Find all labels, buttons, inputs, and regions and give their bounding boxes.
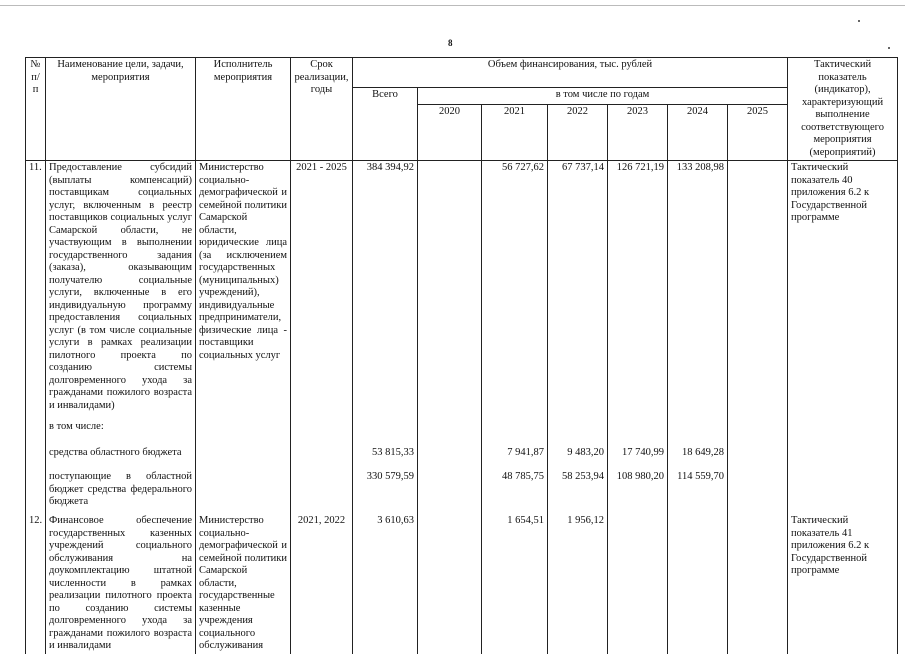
row-total: 3 610,63 — [353, 514, 418, 654]
row-total: 384 394,92 — [353, 161, 418, 414]
row-2025 — [728, 161, 788, 414]
federal-name: поступающие в областной бюджет средства федерального бюджета — [46, 470, 196, 514]
regional-total: 53 815,33 — [353, 446, 418, 470]
row-indicator: Тактический показатель 40 приложения 6.2 к Государственной программе — [788, 161, 898, 414]
row-2021: 56 727,62 — [482, 161, 548, 414]
federal-2021: 48 785,75 — [482, 470, 548, 514]
federal-2024: 114 559,70 — [668, 470, 728, 514]
row-num: 11. — [26, 161, 46, 414]
header-year-2024: 2024 — [668, 105, 728, 161]
regional-2021: 7 941,87 — [482, 446, 548, 470]
header-indicator: Тактический показатель (индикатор), характеризующий выполнение соответствующего мероприятия (мероприятий) — [788, 58, 898, 161]
header-year-2021: 2021 — [482, 105, 548, 161]
header-total: Всего — [353, 88, 418, 161]
header-year-2025: 2025 — [728, 105, 788, 161]
row-2020 — [418, 161, 482, 414]
row-2021: 1 654,51 — [482, 514, 548, 654]
table-row-including — [26, 413, 898, 446]
row-term: 2021, 2022 — [291, 514, 353, 654]
row-2022: 67 737,14 — [548, 161, 608, 414]
row-2023: 126 721,19 — [608, 161, 668, 414]
table-row-12 — [26, 514, 898, 654]
header-num: № п/п — [26, 58, 46, 161]
regional-2022: 9 483,20 — [548, 446, 608, 470]
header-year-2022: 2022 — [548, 105, 608, 161]
regional-2024: 18 649,28 — [668, 446, 728, 470]
row-indicator: Тактический показатель 41 приложения 6.2 к Государственной программе — [788, 514, 898, 654]
federal-total: 330 579,59 — [353, 470, 418, 514]
row-executor: Министерство социально-демографической и семейной политики Самарской области, юридические лица (за исключением государственных (муниципальных) учреждений), индивидуальные предприниматели, физические лица - поставщики социальных услуг — [196, 161, 291, 414]
header-year-2020: 2020 — [418, 105, 482, 161]
scan-speck — [858, 20, 860, 22]
row-2024: 133 208,98 — [668, 161, 728, 414]
header-year-2023: 2023 — [608, 105, 668, 161]
row-num: 12. — [26, 514, 46, 654]
header-name: Наименование цели, задачи, мероприятия — [46, 58, 196, 161]
header-by-years: в том числе по годам — [418, 88, 788, 105]
header-funding: Объем финансирования, тыс. рублей — [353, 58, 788, 88]
regional-2023: 17 740,99 — [608, 446, 668, 470]
scan-speck — [888, 47, 890, 49]
top-rule — [0, 5, 905, 6]
header-executor: Исполнитель мероприятия — [196, 58, 291, 161]
row-name: Финансовое обеспечение государственных казенных учреждений социального обслуживания на доукомплектацию штатной численности в рамках реализации пилотного проекта по созданию системы долговременного ухода за гражданами пожилого возраста и инвалидами — [46, 514, 196, 654]
table-row-regional — [26, 446, 898, 470]
financing-table — [25, 57, 898, 654]
table-row-federal — [26, 470, 898, 514]
row-2022: 1 956,12 — [548, 514, 608, 654]
row-executor: Министерство социально-демографической и семейной политики Самарской области, государственные казенные учреждения социального обслуживания — [196, 514, 291, 654]
header-term: Срок реализации, годы — [291, 58, 353, 161]
row-name: Предоставление субсидий (выплаты компенсаций) поставщикам социальных услуг, включенным в реестр поставщиков социальных услуг Самарской области, не участвующим в выполнении государственного задания (заказа), оказывающим получателю социальные услуги, включенные в его индивидуальную программу предоставления социальных услуг (в том числе социальные услуги в рамках реализации пилотного проекта по созданию системы долговременного ухода за гражданами пожилого возраста и инвалидами) — [46, 161, 196, 414]
row-term: 2021 - 2025 — [291, 161, 353, 414]
regional-name: средства областного бюджета — [46, 446, 196, 470]
federal-2023: 108 980,20 — [608, 470, 668, 514]
federal-2022: 58 253,94 — [548, 470, 608, 514]
page-number: 8 — [448, 38, 453, 48]
including-label: в том числе: — [46, 413, 196, 446]
table-row-11 — [26, 161, 898, 414]
